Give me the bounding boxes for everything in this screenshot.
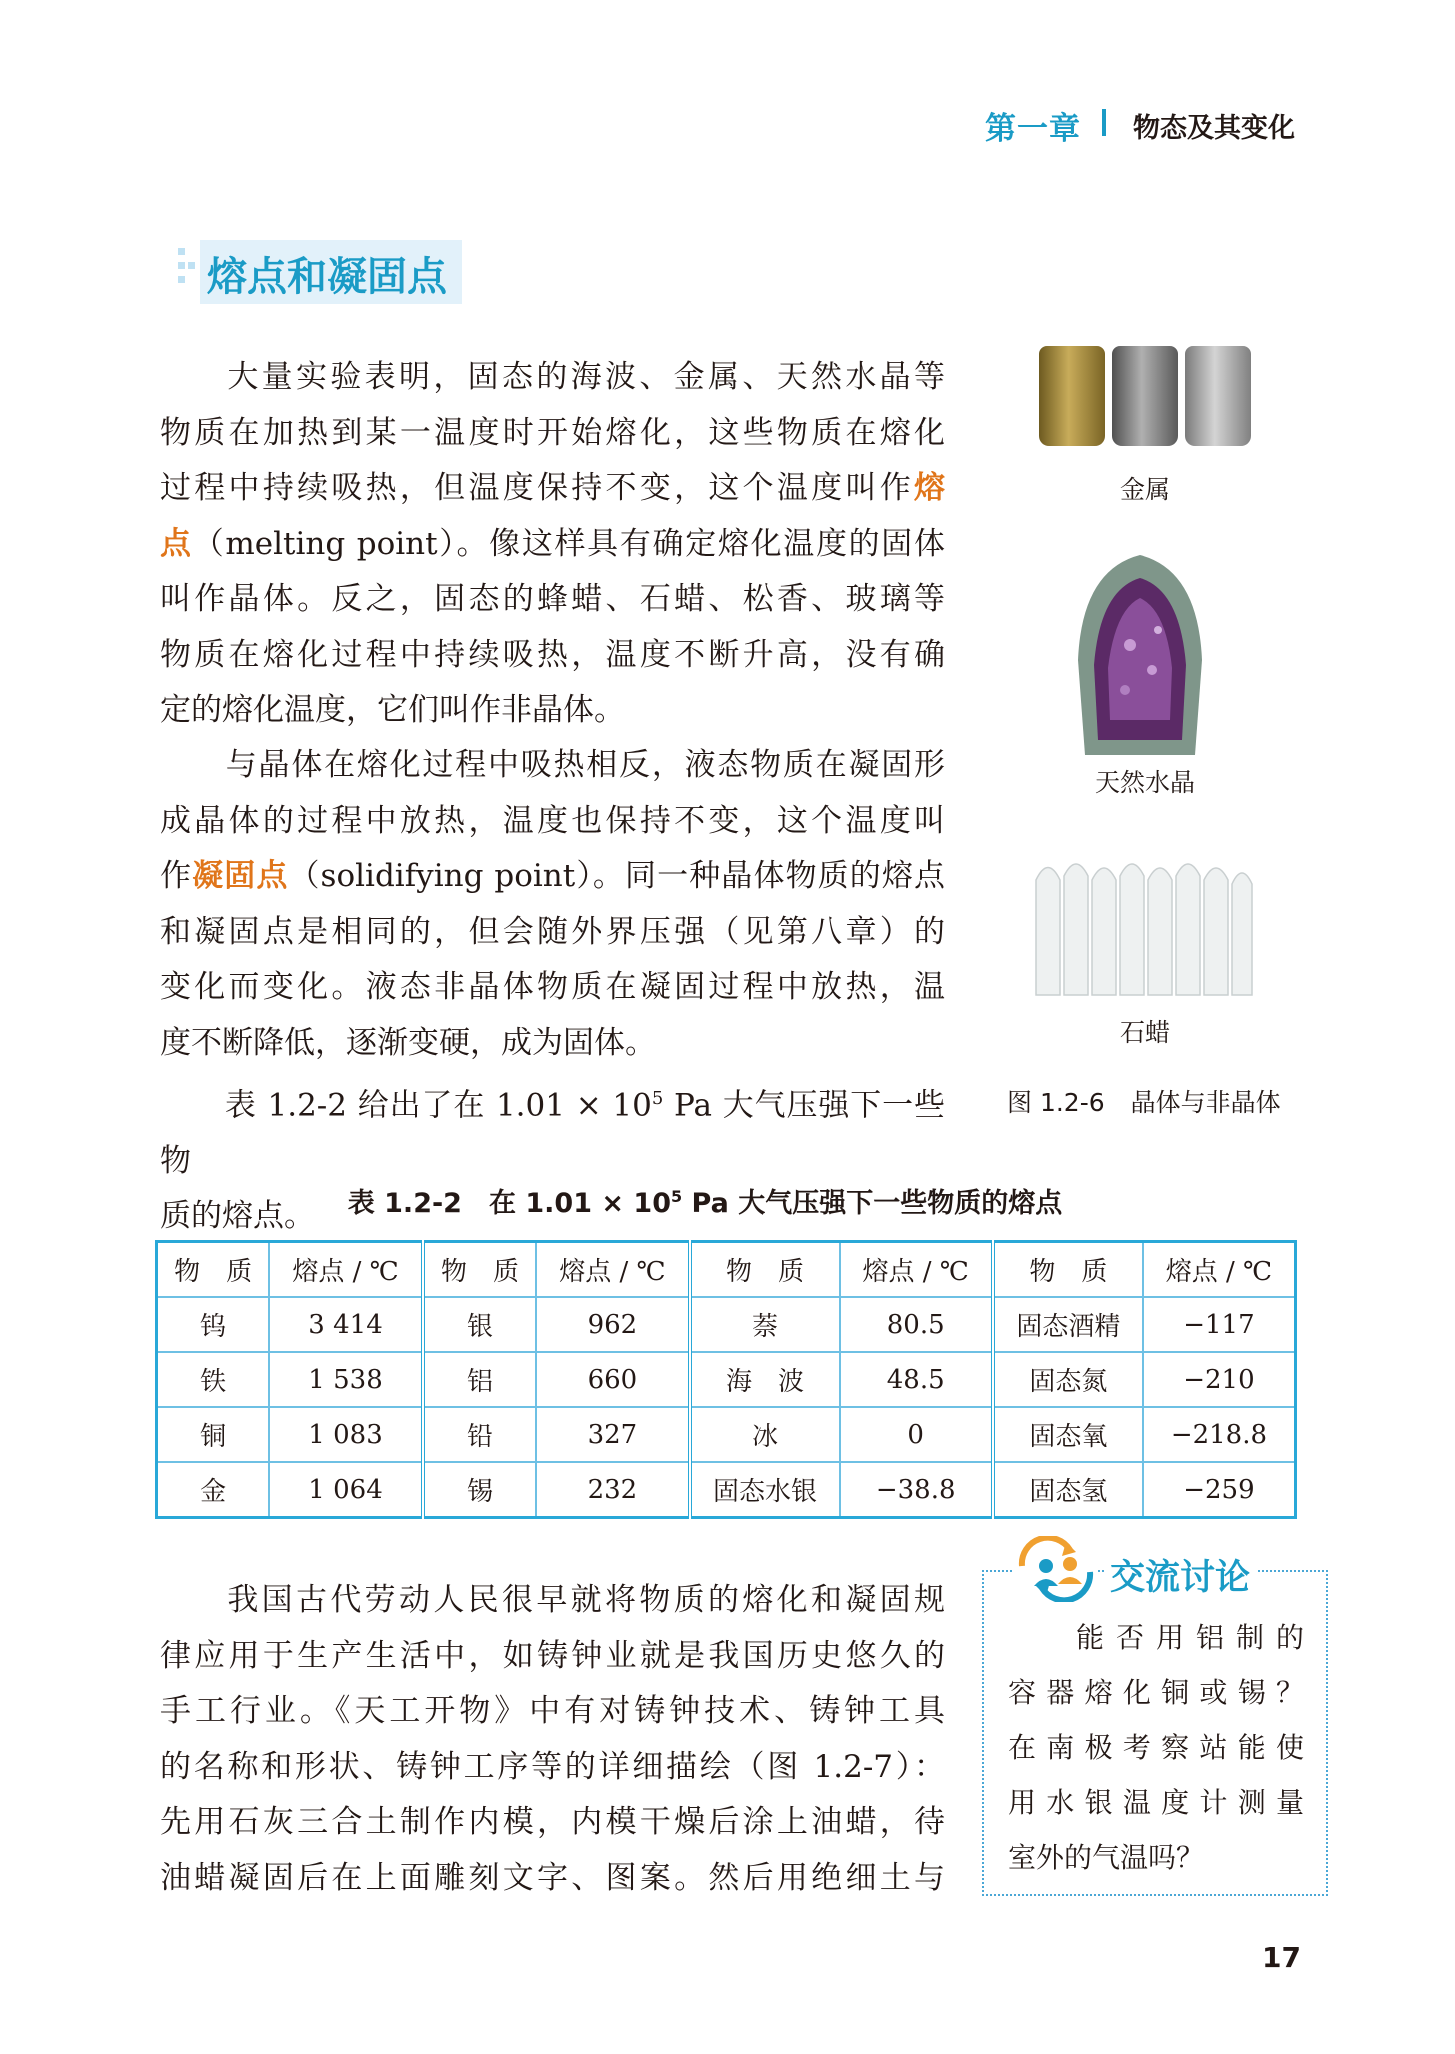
running-header-topic: 物态及其变化: [1133, 113, 1295, 144]
table-cell: 铅: [423, 1407, 537, 1462]
text-line: 与晶体在熔化过程中吸热相反，液态物质在凝固形: [224, 747, 945, 783]
table-cell: 海 波: [690, 1352, 840, 1407]
table-cell: 1 064: [269, 1462, 422, 1518]
column-header-melting-point: 熔点 / ℃: [840, 1242, 993, 1298]
table-cell: 固态氧: [993, 1407, 1143, 1462]
table-cell: 固态氢: [993, 1462, 1143, 1518]
text-line: 容器熔化铜或锡？: [1008, 1676, 1304, 1709]
figure-caption-paraffin: 石蜡: [1119, 1018, 1170, 1047]
text-line: 室外的气温吗？: [1008, 1841, 1205, 1874]
text-line: 度不断降低，逐渐变硬，成为固体。: [160, 1024, 656, 1061]
table-cell: 银: [423, 1297, 537, 1352]
paragraph-melting-point: [160, 350, 945, 739]
paraffin-sticks-image: [1030, 850, 1255, 1000]
table-cell: 固态酒精: [993, 1297, 1143, 1352]
text-line: 定的熔化温度，它们叫作非晶体。: [160, 692, 625, 728]
section-title: 熔点和凝固点: [207, 254, 447, 300]
table-cell: −117: [1143, 1297, 1296, 1352]
text-line: 变化而变化。液态非晶体物质在凝固过程中放热，温: [160, 969, 945, 1005]
table-cell: 钨: [157, 1297, 270, 1352]
text-line: Pa 大气压强下一些物: [160, 1087, 946, 1179]
text-line: 油蜡凝固后在上面雕刻文字、图案。然后用绝细土与: [160, 1859, 945, 1896]
table-cell: 660: [536, 1352, 689, 1407]
table-row: [157, 1352, 1296, 1407]
table-cell: −210: [1143, 1352, 1296, 1407]
table-cell: 80.5: [840, 1297, 993, 1352]
term-melting-point-part2: 点: [160, 525, 193, 562]
figure-caption-metal: 金属: [1119, 475, 1170, 504]
heading-decoration: [178, 276, 185, 283]
text-line: 物质在加热到某一温度时开始熔化，这些物质在熔化: [160, 414, 945, 451]
table-cell: 固态水银: [690, 1462, 840, 1518]
text-line: 和凝固点是相同的，但会随外界压强（见第八章）的: [160, 913, 945, 950]
table-cell: 962: [536, 1297, 689, 1352]
table-cell: 1 538: [269, 1352, 422, 1407]
table-cell: 铜: [157, 1407, 270, 1462]
text-line: 大量实验表明，固态的海波、金属、天然水晶等: [224, 359, 945, 395]
paragraph-solidifying-point: [160, 738, 945, 1071]
text-line: 表 1.2-2 给出了在 1.01 × 10: [224, 1087, 652, 1124]
figure-number: 图 1.2-6: [1007, 1088, 1105, 1117]
table-cell: −218.8: [1143, 1407, 1296, 1462]
text-line: （melting point）。像这样具有确定熔化温度的固体: [192, 525, 945, 562]
discussion-questions: [1008, 1610, 1304, 1885]
table-cell: 冰: [690, 1407, 840, 1462]
text-line: 先用石灰三合土制作内模，内模干燥后涂上油蜡，待: [160, 1804, 945, 1840]
table-header-row: [157, 1242, 1296, 1298]
column-header-melting-point: 熔点 / ℃: [269, 1242, 422, 1298]
term-solidifying-point: 凝固点: [192, 858, 289, 894]
table-cell: 232: [536, 1462, 689, 1518]
text-line: 过程中持续吸热，但温度保持不变，这个温度叫作: [160, 470, 914, 506]
melting-point-table: [155, 1240, 1297, 1519]
header-divider: [1102, 109, 1106, 136]
column-header-substance: 物 质: [423, 1242, 537, 1298]
table-row: [157, 1407, 1296, 1462]
term-melting-point-part1: 熔: [914, 470, 945, 506]
table-title-text: Pa 大气压强下一些物质的熔点: [682, 1188, 1063, 1219]
table-title-text: 表 1.2-2 在 1.01 × 10: [347, 1188, 671, 1219]
text-line: 成晶体的过程中放热，温度也保持不变，这个温度叫: [160, 802, 945, 839]
text-line: 用水银温度计测量: [1008, 1786, 1304, 1819]
text-line: 我国古代劳动人民很早就将物质的熔化和凝固规: [224, 1582, 945, 1618]
figure-caption-crystal: 天然水晶: [1094, 768, 1195, 797]
running-header-chapter: 第一章: [985, 111, 1081, 147]
paragraph-ancient-casting: [160, 1573, 945, 1906]
discussion-people-icon: [1014, 1536, 1098, 1602]
heading-decoration: [178, 262, 185, 269]
table-cell: 固态氮: [993, 1352, 1143, 1407]
text-line: 在南极考察站能使: [1008, 1731, 1304, 1764]
column-header-substance: 物 质: [157, 1242, 270, 1298]
table-cell: 1 083: [269, 1407, 422, 1462]
table-cell: 3 414: [269, 1297, 422, 1352]
table-cell: 锡: [423, 1462, 537, 1518]
amethyst-geode-image: [1070, 550, 1210, 760]
figure-caption: [1007, 1083, 1302, 1119]
page-number: 17: [1262, 1941, 1301, 1974]
column-header-substance: 物 质: [993, 1242, 1143, 1298]
column-header-melting-point: 熔点 / ℃: [536, 1242, 689, 1298]
text-line: 手工行业。《天工开物》中有对铸钟技术、铸钟工具: [160, 1693, 945, 1729]
text-line: 律应用于生产生活中，如铸钟业就是我国历史悠久的: [160, 1637, 945, 1674]
table-cell: 0: [840, 1407, 993, 1462]
heading-decoration: [178, 248, 185, 255]
table-row: [157, 1297, 1296, 1352]
column-header-substance: 物 质: [690, 1242, 840, 1298]
table-row: [157, 1462, 1296, 1518]
table-cell: 327: [536, 1407, 689, 1462]
table-cell: −38.8: [840, 1462, 993, 1518]
steel-cylinder-image: [1112, 346, 1178, 446]
text-line: 作: [160, 858, 193, 894]
table-cell: 金: [157, 1462, 270, 1518]
aluminum-cylinder-image: [1185, 346, 1251, 446]
table-cell: 铁: [157, 1352, 270, 1407]
table-title: [160, 1181, 1250, 1220]
discussion-title: 交流讨论: [1104, 1550, 1256, 1600]
text-line: 物质在熔化过程中持续吸热，温度不断升高，没有确: [160, 636, 945, 673]
table-title-exponent: 5: [671, 1187, 683, 1206]
figure-title: 晶体与非晶体: [1130, 1088, 1281, 1117]
text-line: 能否用铝制的: [1064, 1621, 1304, 1654]
text-line: （solidifying point）。同一种晶体物质的熔点: [288, 858, 946, 894]
superscript-exponent: 5: [651, 1088, 664, 1109]
text-line: 叫作晶体。反之，固态的蜂蜡、石蜡、松香、玻璃等: [160, 581, 945, 617]
table-cell: 铝: [423, 1352, 537, 1407]
heading-decoration: [188, 262, 195, 269]
text-line: 质的熔点。: [160, 1198, 315, 1235]
table-cell: 萘: [690, 1297, 840, 1352]
text-line: 的名称和形状、铸钟工序等的详细描绘（图 1.2-7）：: [160, 1748, 945, 1785]
column-header-melting-point: 熔点 / ℃: [1143, 1242, 1296, 1298]
table-cell: −259: [1143, 1462, 1296, 1518]
brass-cylinder-image: [1039, 346, 1105, 446]
table-cell: 48.5: [840, 1352, 993, 1407]
